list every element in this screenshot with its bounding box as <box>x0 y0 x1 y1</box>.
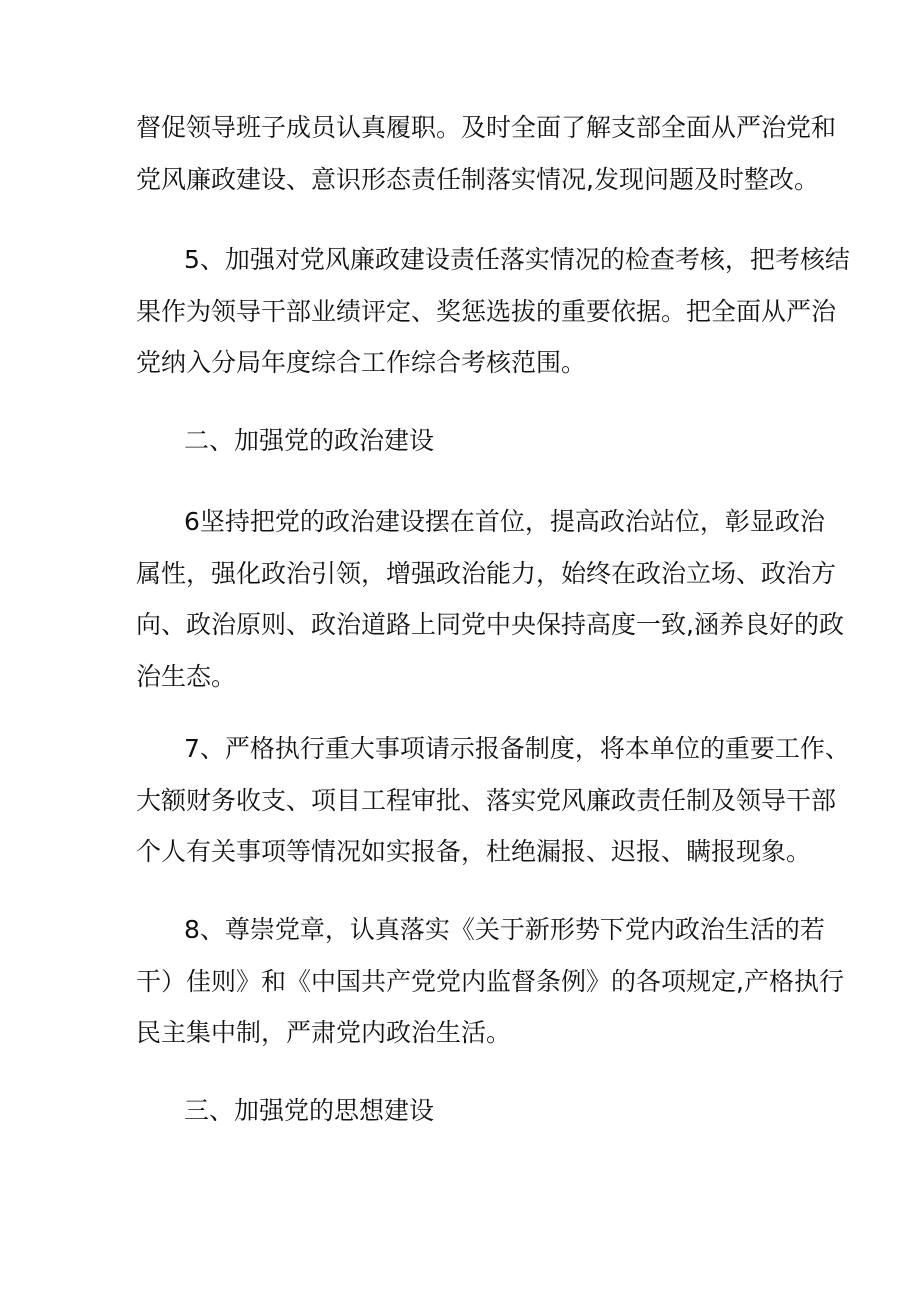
paragraph-line: 个人有关事项等情况如实报备，杜绝漏报、迟报、瞒报现象。 <box>136 837 812 866</box>
paragraph-line: 民主集中制，严肃党内政治生活。 <box>136 1018 512 1047</box>
paragraph-line: 6坚持把党的政治建设摆在首位，提高政治站位，彰显政治 <box>184 507 825 536</box>
paragraph-line: 5、加强对党风廉政建设责任落实情况的检查考核，把考核结 <box>184 245 850 274</box>
paragraph-line: 党纳入分局年度综合工作综合考核范围。 <box>136 348 587 377</box>
paragraph-line: 向、政治原则、政治道路上同党中央保持高度一致,涵养良好的政 <box>136 610 844 639</box>
paragraph-line: 8、尊崇党章，认真落实《关于新形势下党内政治生活的若 <box>184 915 825 944</box>
paragraph-line: 党风廉政建设、意识形态责任制落实情况,发现问题及时整改。 <box>136 165 819 194</box>
paragraph-line: 大额财务收支、项目工程审批、落实党风廉政责任制及领导干部 <box>136 786 837 815</box>
paragraph-line: 督促领导班子成员认真履职。及时全面了解支部全面从严治党和 <box>136 113 837 142</box>
paragraph-line: 属性，强化政治引领，增强政治能力，始终在政治立场、政治方 <box>136 559 837 588</box>
section-heading-text: 二、加强党的政治建设 <box>184 426 435 455</box>
paragraph-line: 7、严格执行重大事项请示报备制度，将本单位的重要工作、 <box>184 734 850 763</box>
paragraph-line: 治生态。 <box>136 662 237 691</box>
section-heading-text: 三、加强党的思想建设 <box>184 1096 435 1125</box>
paragraph-line: 干）佳则》和《中国共产党党内监督条例》的各项规定,产格执行 <box>136 967 844 996</box>
paragraph-line: 果作为领导干部业绩评定、奖惩选拔的重要依据。把全面从严治 <box>136 297 837 326</box>
